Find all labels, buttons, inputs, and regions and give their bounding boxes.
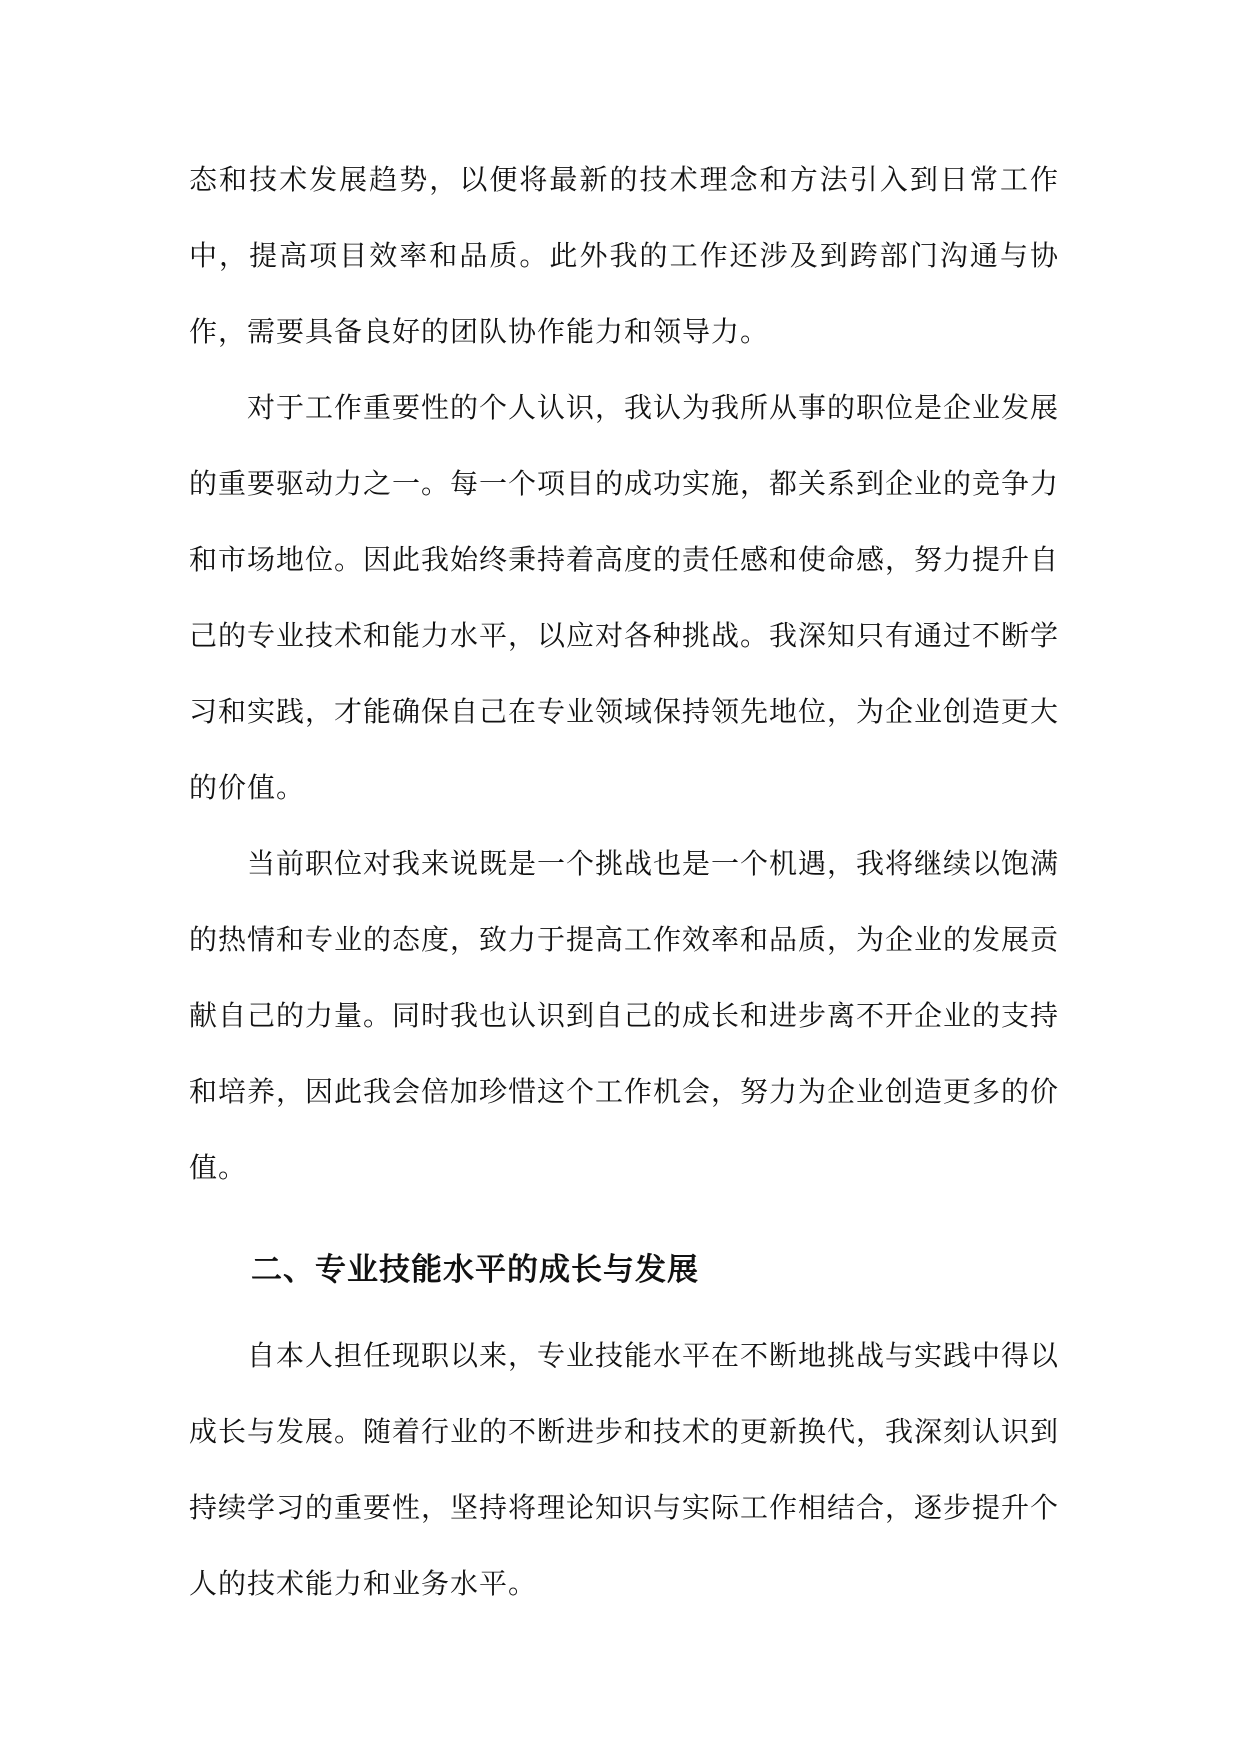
- document-body: [189, 142, 1059, 1622]
- paragraph-skill-growth: 自本人担任现职以来，专业技能水平在不断地挑战与实践中得以成长与发展。随着行业的不断进步和技术的更新换代，我深刻认识到持续学习的重要性，坚持将理论知识与实际工作相结合，逐步提升个人的技术能力和业务水平。: [189, 1339, 1060, 1600]
- section-heading: 二、专业技能水平的成长与发展: [251, 1252, 699, 1288]
- paragraph-continued: 态和技术发展趋势，以便将最新的技术理念和方法引入到日常工作中，提高项目效率和品质。此外我的工作还涉及到跨部门沟通与协作，需要具备良好的团队协作能力和领导力。: [189, 163, 1059, 348]
- paragraph-work-importance: 对于工作重要性的个人认识，我认为我所从事的职位是企业发展的重要驱动力之一。每一个项目的成功实施，都关系到企业的竞争力和市场地位。因此我始终秉持着高度的责任感和使命感，努力提升自己的专业技术和能力水平，以应对各种挑战。我深知只有通过不断学习和实践，才能确保自己在专业领域保持领先地位，为企业创造更大的价值。: [189, 391, 1060, 804]
- paragraph-current-position: 当前职位对我来说既是一个挑战也是一个机遇，我将继续以饱满的热情和专业的态度，致力于提高工作效率和品质，为企业的发展贡献自己的力量。同时我也认识到自己的成长和进步离不开企业的支持和培养，因此我会倍加珍惜这个工作机会，努力为企业创造更多的价值。: [189, 847, 1060, 1184]
